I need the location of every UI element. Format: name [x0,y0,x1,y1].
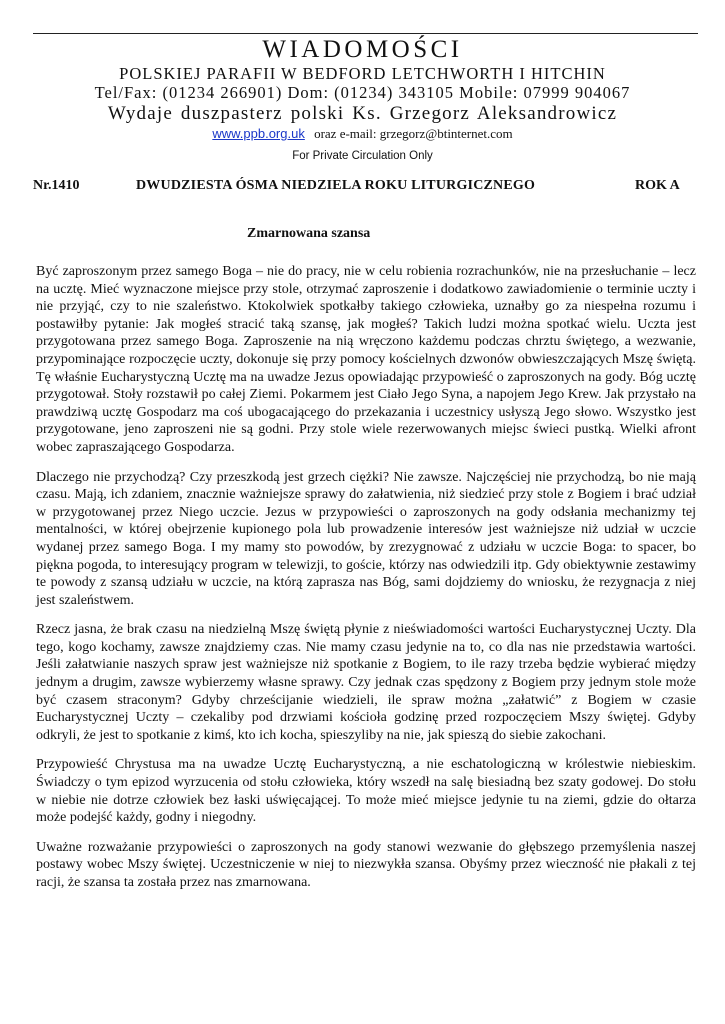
parish-subtitle: POLSKIEJ PARAFII W BEDFORD LETCHWORTH I HITCHIN [119,64,606,83]
article-title: Zmarnowana szansa [247,226,371,241]
private-circulation-note: For Private Circulation Only [292,150,433,162]
top-rule [33,33,698,34]
publisher-line: Wydaje duszpasterz polski Ks. Grzegorz Aleksandrowicz [107,103,618,124]
web-line [0,126,725,142]
email-text: oraz e-mail: grzegorz@btinternet.com [314,126,513,141]
contact-line: Tel/Fax: (01234 266901) Dom: (01234) 343105 Mobile: 07999 904067 [94,83,631,102]
article-paragraph: Dlaczego nie przychodzą? Czy przeszkodą jest grzech ciężki? Nie zawsze. Najczęściej nie przychodzą, bo nie mają czasu. Mają, ich zdaniem, znacznie ważniejsze sprawy do załatwienia, niż siedzieć przy stole z Bogiem i brać udział w przygotowanej przez Niego uczcie. Jezus w przypowieści o zaproszonych na gody odsłania mechanizmy tej mentalności, w której obejrzenie kupionego pola lub prowadzenie interesów jest ważniejsze niż udział w uczcie wydanej przez samego Boga. I my mamy sto powodów, by zrezygnować z udziału w uczcie Boga: to spacer, bo piękna pogoda, to interesujący program w telewizji, to goście, którzy nas odwiedzili itp. Gdy obiektywnie zestawimy te powody z szansą udziału w uczcie, na którą zaprasza nas Bóg, sami dojdziemy do wniosku, że rezygnacja z niej jest szaleństwem. [36,469,696,608]
newsletter-title: WIADOMOŚCI [262,36,463,63]
issue-number: Nr.1410 [33,178,80,193]
liturgical-year: ROK A [635,178,680,193]
website-link[interactable]: www.ppb.org.uk [212,126,305,141]
article-paragraph: Uważne rozważanie przypowieści o zaproszonych na gody stanowi wezwanie do głębszego przemyślenia naszej postawy wobec Mszy świętej. Uczestniczenie w niej to niezwykła szansa. Obyśmy przez wieczność nie płakali z tej racji, że szansa ta została przez nas zmarnowana. [36,839,696,890]
article-body [36,263,696,904]
article-paragraph: Przypowieść Chrystusa ma na uwadze Ucztę Eucharystyczną, a nie eschatologiczną w królestwie niebieskim. Świadczy o tym epizod wyrzucenia od stołu człowieka, który wszedł na salę biesiadną bez szaty godowej. Do stołu w niebie nie dotrze człowiek bez łaski uświęcającej. To może mieć miejsce jedynie tu na ziemi, gdzie do ołtarza może podejść każdy, godny i niegodny. [36,757,696,826]
article-paragraph: Być zaproszonym przez samego Boga – nie do pracy, nie w celu robienia rozrachunków, nie na przesłuchanie – lecz na ucztę. Mieć wyznaczone miejsce przy stole, otrzymać zaproszenie i dodatkowo zawiadomienie o terminie uczty i nie przyjąć, czy to nie szaleństwo. Ktokolwiek spotkałby takiego człowieka, uznałby go za niespełna rozumu i postawiłby pytanie: Jak mogłeś stracić taką szansę, jak mogłeś? Takich ludzi można spotkać wielu. Uczta jest przygotowana przez samego Boga. Zaproszenie na nią wręczono każdemu podczas chrztu świętego, a wezwanie, przypominające rozpoczęcie uczty, dokonuje się przy pomocy kościelnych dzwonów obwieszczających Mszę świętą. Tę właśnie Eucharystyczną Ucztę ma na uwadze Jezus opowiadając przypowieść o zaproszonych na gody. Bóg ucztę przygotował. Stoły rozstawił po całej Ziemi. Pokarmem jest Ciało Jego Syna, a napojem Jego Krew. Jak przystało na prawdziwą ucztę Gospodarz ma coś ubogacającego do przekazania i uczestnicy usłyszą Jego słowo. Wszystko jest przygotowane, jeno zaproszeni nie są godni. Przy stole wiele rezerwowanych miejsc świeci pustką. Wielki afront wobec zapraszającego Gospodarza. [36,264,696,455]
issue-title: DWUDZIESTA ÓSMA NIEDZIELA ROKU LITURGICZNEGO [136,178,536,193]
article-paragraph: Rzecz jasna, że brak czasu na niedzielną Mszę świętą płynie z nieświadomości wartości Eucharystycznej Uczty. Dla tego, kogo kochamy, zawsze znajdziemy czas. Nie mamy czasu jedynie na to, co dla nas nie przedstawia wartości. Jeśli załatwianie naszych spraw jest ważniejsze niż spotkanie z Bogiem, to ile razy trzeba będzie wybierać między jednym a drugim, zawsze wybierzemy własne sprawy. Czy jednak czas spędzony z Bogiem przy jednym stole może być czasem straconym? Gdyby chrześcijanie wiedzieli, ile spraw można „załatwić” z Bogiem w czasie Eucharystycznej Uczty – czekaliby pod drzwiami kościoła godzinę przed rozpoczęciem Mszy świętej. Gdyby odkryli, że jest to spotkanie z kimś, kto ich kocha, spieszyliby na nie, jak spieszą do siebie zakochani. [36,622,696,743]
